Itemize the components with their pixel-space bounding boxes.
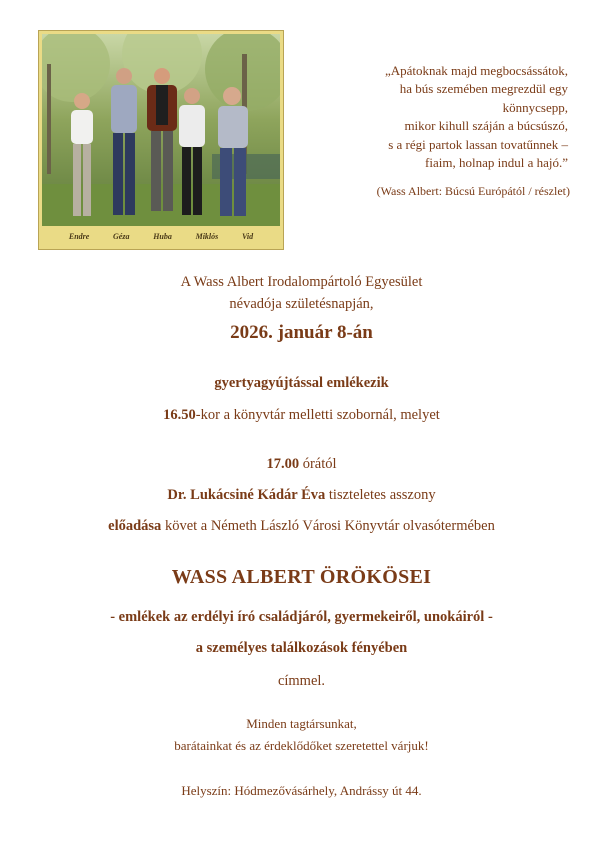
quote-line: s a régi partok lassan tovatűnnek – xyxy=(388,136,568,152)
quote-line: mikor kihull száján a búcsúszó, xyxy=(404,118,568,134)
candle-lighting-line xyxy=(0,375,603,392)
speaker-title: tiszteletes asszony xyxy=(325,487,436,503)
photo-caption-name: Endre xyxy=(68,232,90,241)
group-photo xyxy=(42,34,280,226)
invitation-line-1: Minden tagtársunkat, xyxy=(246,716,357,731)
second-time-detail: órától xyxy=(299,456,337,472)
lecture-line xyxy=(0,518,603,535)
photo-caption-name: Vid xyxy=(241,232,254,241)
candle-lighting-text: gyertyagyújtással emlékezik xyxy=(214,375,389,391)
quote-line: „Apátoknak majd megbocsássátok, xyxy=(384,63,568,78)
first-time-line xyxy=(0,407,603,424)
photo-name-captions xyxy=(39,229,283,245)
second-time-line xyxy=(0,456,603,473)
photo-caption-name: Huba xyxy=(153,232,172,241)
quote-line: könnycsepp, xyxy=(502,99,568,115)
occasion-line: névadója születésnapján, xyxy=(229,296,374,312)
photo-caption-name: Miklós xyxy=(195,232,219,241)
group-photo-frame xyxy=(38,30,284,250)
quote-line: fiaim, holnap indul a hajó.” xyxy=(425,155,568,171)
titled-line: címmel. xyxy=(277,673,326,689)
lecture-word: előadása xyxy=(108,518,162,534)
lecture-subtitle-1: - emlékek az erdélyi író családjáról, gyermekeiről, unokáiról - xyxy=(110,609,493,625)
second-time: 17.00 xyxy=(266,456,300,472)
first-time-detail: -kor a könyvtár melletti szobornál, melyet xyxy=(195,407,440,423)
location-line: Helyszín: Hódmezővásárhely, Andrássy út 44. xyxy=(181,783,422,798)
photo-caption-name: Géza xyxy=(113,232,130,241)
quote-source: (Wass Albert: Búcsú Európától / részlet) xyxy=(376,184,570,198)
speaker-line xyxy=(0,487,603,504)
first-time: 16.50 xyxy=(163,407,196,423)
speaker-name: Dr. Lukácsiné Kádár Éva xyxy=(167,487,326,503)
group-photo-image xyxy=(42,34,280,226)
organizer-line: A Wass Albert Irodalompártoló Egyesület xyxy=(180,274,423,290)
lecture-title: WASS ALBERT ÖRÖKÖSEI xyxy=(171,566,432,588)
lecture-subtitle-2: a személyes találkozások fényében xyxy=(195,640,408,656)
quote-line: ha bús szemében megrezdül egy xyxy=(399,81,568,97)
poem-quote xyxy=(318,62,568,172)
lecture-venue: követ a Németh László Városi Könyvtár olvasótermében xyxy=(161,518,495,534)
event-date: 2026. január 8-án xyxy=(230,322,373,343)
invitation-line-2: barátainkat és az érdeklődőket szeretettel várjuk! xyxy=(174,738,429,753)
